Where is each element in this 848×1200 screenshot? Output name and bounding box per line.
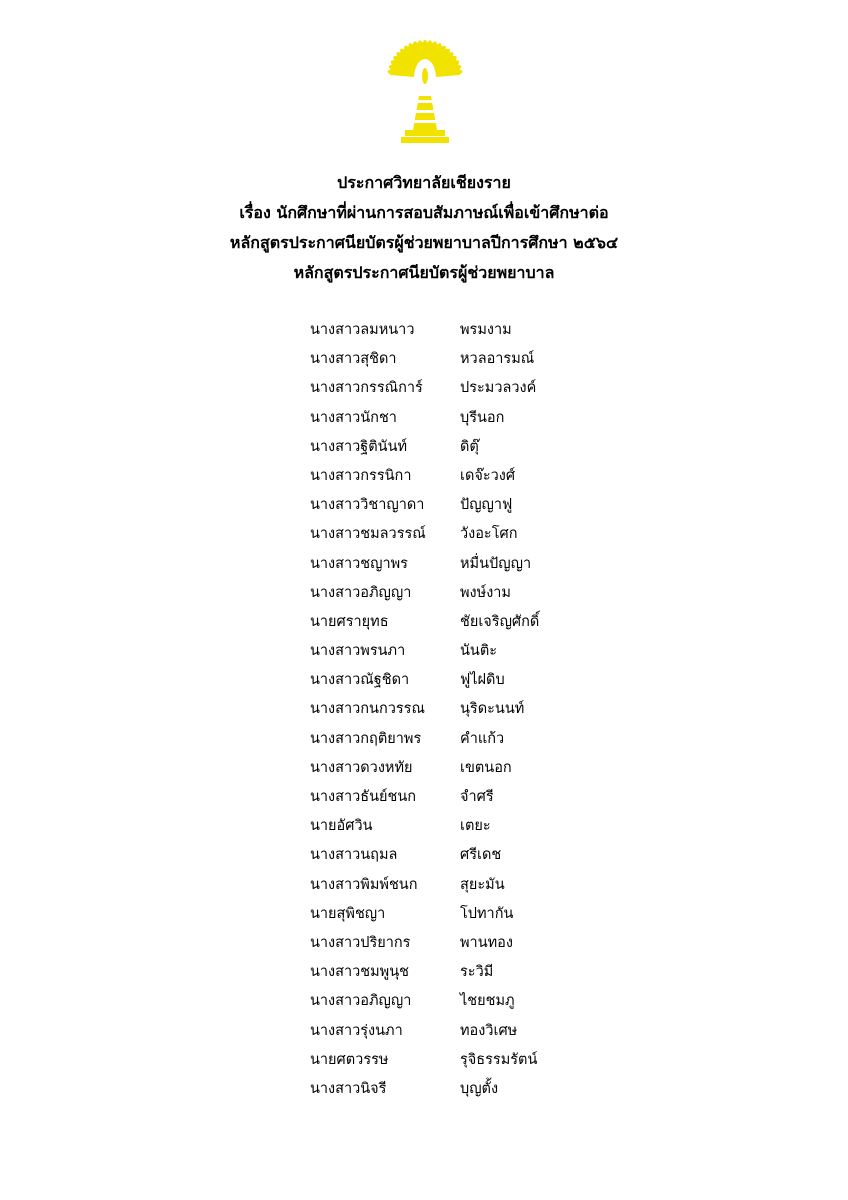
student-row — [0, 522, 848, 551]
student-row — [0, 931, 848, 960]
student-first-name: นางสาวรุ่งนภา — [310, 1022, 403, 1039]
student-last-name: ไชยชมภู — [460, 993, 515, 1010]
student-list — [0, 318, 848, 1106]
student-last-name: ระวิมี — [460, 964, 494, 981]
student-row — [0, 960, 848, 989]
student-row — [0, 989, 848, 1018]
student-row — [0, 843, 848, 872]
student-last-name: ปัญญาฟู — [460, 497, 513, 514]
student-row — [0, 756, 848, 785]
program-year-line: หลักสูตรประกาศนียบัตรผู้ช่วยพยาบาลปีการศึกษา ๒๕๖๔ — [229, 233, 619, 252]
student-row — [0, 406, 848, 435]
student-row — [0, 318, 848, 347]
student-last-name: ฟูไฝดิบ — [460, 672, 505, 689]
student-first-name: นางสาวนฤมล — [310, 847, 398, 864]
student-row — [0, 581, 848, 610]
student-last-name: โปทากัน — [460, 905, 514, 922]
student-last-name: หวลอารมณ์ — [460, 351, 535, 368]
student-row — [0, 727, 848, 756]
student-row — [0, 464, 848, 493]
student-last-name: ชัยเจริญศักดิ์ — [460, 613, 540, 630]
student-first-name: นางสาวฐิตินันท์ — [310, 438, 408, 455]
student-first-name: นางสาวชญาพร — [310, 555, 408, 572]
student-last-name: เขตนอก — [460, 759, 512, 776]
student-first-name: นางสาวกรรณิการ์ — [310, 380, 423, 397]
student-first-name: นางสาวปริยากร — [310, 934, 411, 951]
student-first-name: นางสาวอภิญญา — [310, 993, 412, 1010]
student-last-name: เดจ๊ะวงศ์ — [460, 467, 516, 484]
student-last-name: หมื่นปัญญา — [460, 555, 532, 572]
announcement-header — [0, 168, 848, 288]
student-last-name: วังอะโศก — [460, 526, 518, 543]
student-first-name: นายอัศวิน — [310, 818, 373, 835]
student-row — [0, 1019, 848, 1048]
student-row — [0, 697, 848, 726]
student-row — [0, 785, 848, 814]
student-last-name: ศรีเดช — [460, 847, 502, 864]
student-first-name: นางสาวดวงหทัย — [310, 759, 413, 776]
student-first-name: นางสาววิชาญาดา — [310, 497, 425, 514]
student-last-name: นุริดะนนท์ — [460, 701, 525, 718]
student-row — [0, 668, 848, 697]
student-first-name: นางสาวพิมพ์ชนก — [310, 876, 418, 893]
student-first-name: นางสาวอภิญญา — [310, 584, 412, 601]
student-row — [0, 493, 848, 522]
student-row — [0, 435, 848, 464]
program-name-line: หลักสูตรประกาศนียบัตรผู้ช่วยพยาบาล — [293, 263, 555, 282]
student-first-name: นางสาวชมลวรรณ์ — [310, 526, 426, 543]
student-last-name: พานทอง — [460, 934, 513, 951]
student-row — [0, 610, 848, 639]
student-first-name: นางสาวณัฐชิดา — [310, 672, 410, 689]
student-last-name: รุจิธรรมรัตน์ — [460, 1051, 538, 1068]
student-last-name: ดิตุ๊ — [460, 438, 479, 455]
student-last-name: เตยะ — [460, 818, 491, 835]
student-row — [0, 639, 848, 668]
student-row — [0, 552, 848, 581]
student-first-name: นายสุพิชญา — [310, 905, 386, 922]
student-last-name: คำแก้ว — [460, 730, 505, 747]
student-row — [0, 1077, 848, 1106]
student-first-name: นางสาวกฤติยาพร — [310, 730, 422, 747]
student-first-name: นางสาวนิจรี — [310, 1080, 387, 1097]
student-first-name: นางสาวนักชา — [310, 409, 397, 426]
university-emblem-icon — [375, 30, 475, 146]
student-first-name: นางสาวสุชิดา — [310, 351, 397, 368]
announcement-subject: เรื่อง นักศึกษาที่ผ่านการสอบสัมภาษณ์เพื่อเข้าศึกษาต่อ — [239, 203, 609, 222]
student-last-name: พรมงาม — [460, 322, 512, 338]
student-first-name: นางสาวกรรนิกา — [310, 467, 412, 484]
announcement-title: ประกาศวิทยาลัยเชียงราย — [337, 173, 511, 192]
student-last-name: ประมวลวงค์ — [460, 380, 537, 397]
student-last-name: จำศรี — [460, 789, 494, 805]
student-last-name: บุรีนอก — [460, 409, 505, 426]
student-last-name: นันติะ — [460, 643, 498, 660]
student-first-name: นางสาวกนกวรรณ — [310, 701, 425, 718]
student-row — [0, 873, 848, 902]
student-first-name: นางสาวลมหนาว — [310, 322, 415, 338]
student-row — [0, 347, 848, 376]
student-last-name: ทองวิเศษ — [460, 1022, 518, 1039]
student-last-name: พงษ์งาม — [460, 584, 511, 601]
student-first-name: นายศรายุทธ — [310, 613, 389, 630]
student-first-name: นางสาวชมพูนุช — [310, 964, 409, 981]
student-first-name: นางสาวธันย์ชนก — [310, 789, 417, 805]
student-row — [0, 902, 848, 931]
student-last-name: บุญตั้ง — [460, 1080, 499, 1097]
student-row — [0, 376, 848, 405]
student-row — [0, 1048, 848, 1077]
student-first-name: นางสาวพรนภา — [310, 643, 406, 660]
student-row — [0, 814, 848, 843]
student-last-name: สุยะมัน — [460, 876, 505, 893]
student-first-name: นายศตวรรษ — [310, 1051, 389, 1068]
